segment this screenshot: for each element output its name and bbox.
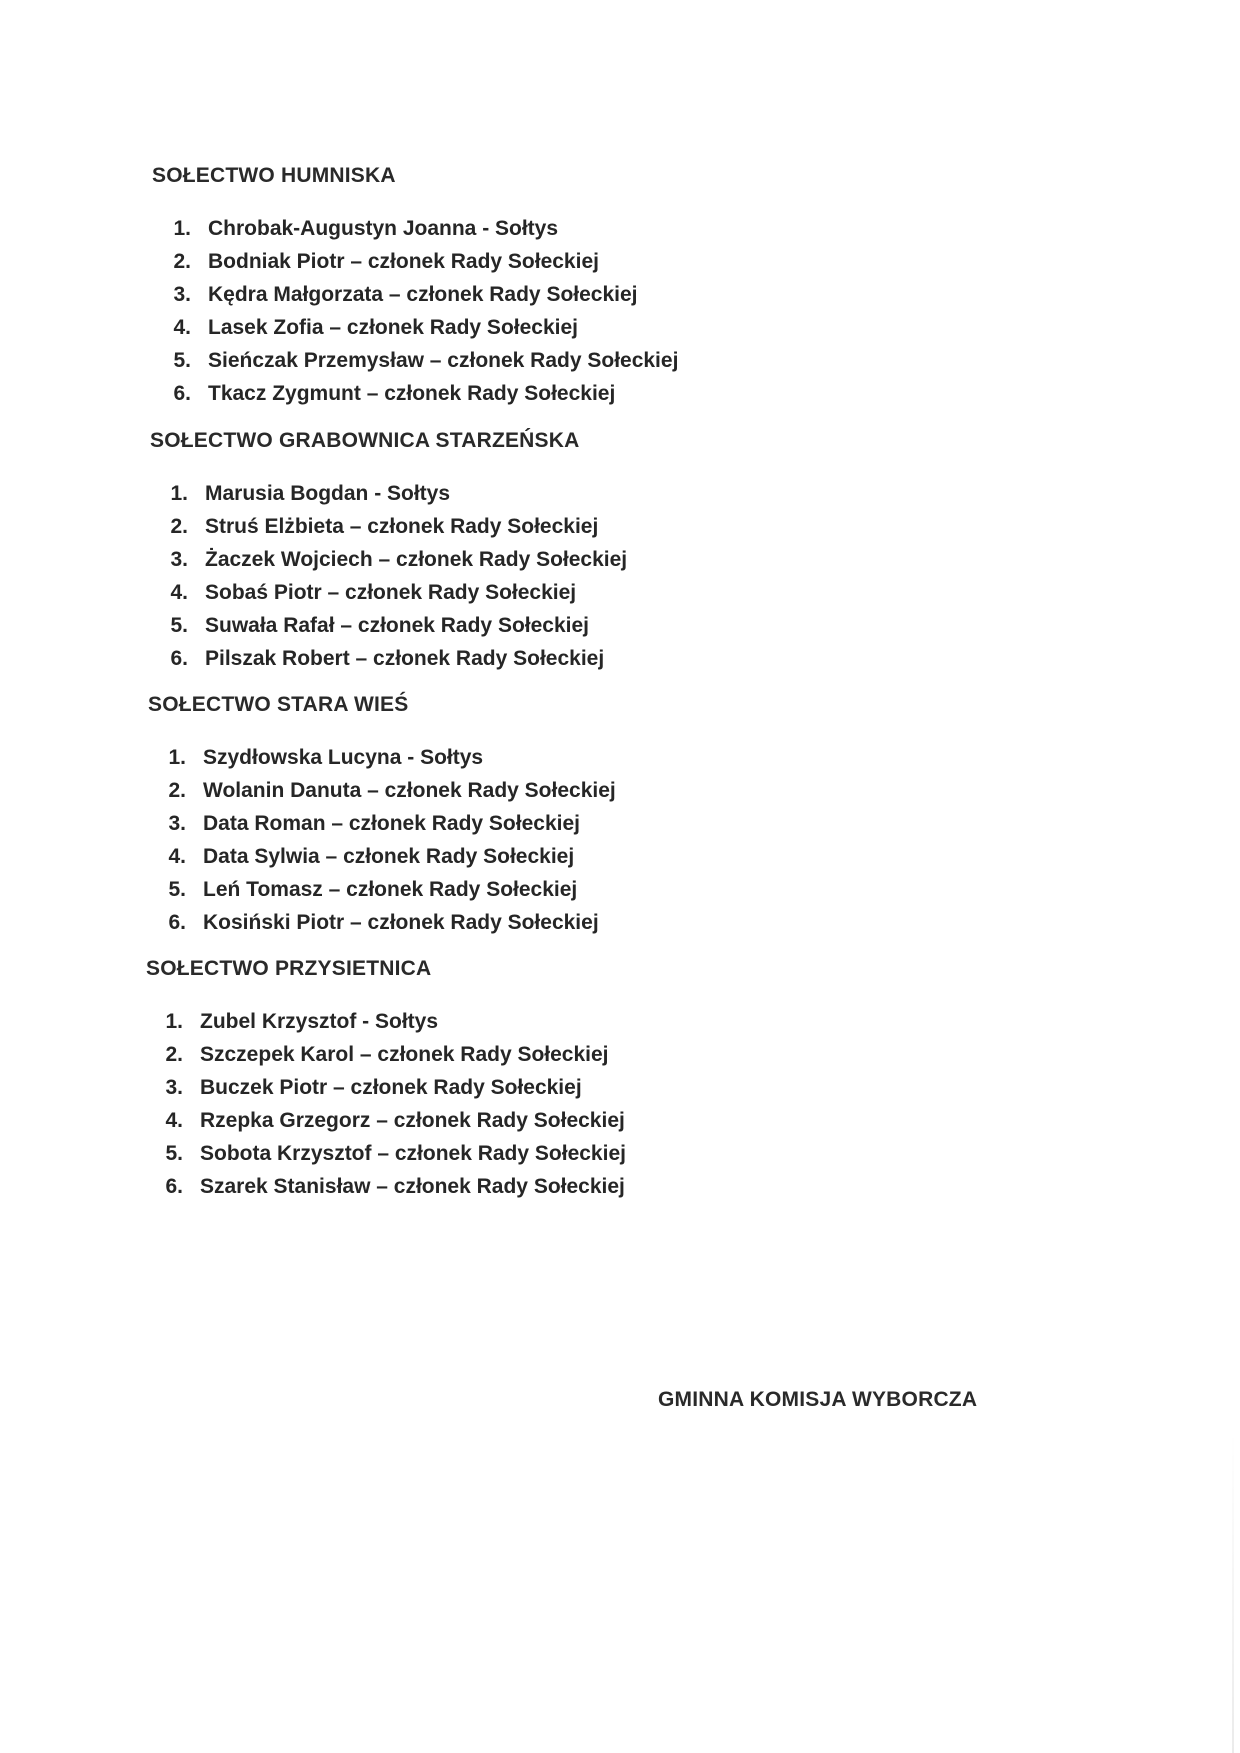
list-number: 4. [170, 581, 188, 604]
list-item [145, 840, 616, 873]
list-item [145, 873, 616, 906]
list-item [150, 344, 678, 377]
member-name: Struś Elżbieta – członek Rady Sołeckiej [205, 515, 599, 538]
list-item [145, 906, 616, 939]
list-item [147, 576, 627, 609]
list-number: 5. [165, 1142, 183, 1165]
section-title: SOŁECTWO PRZYSIETNICA [146, 957, 432, 980]
member-name: Szczepek Karol – członek Rady Sołeckiej [200, 1043, 609, 1066]
list-item [142, 1137, 626, 1170]
section-przysietnica [146, 956, 846, 1198]
list-item [150, 311, 678, 344]
list-item [147, 642, 627, 675]
list-item [142, 1170, 626, 1203]
section-humniska [152, 163, 852, 405]
list-number: 1. [165, 1010, 183, 1033]
member-name: Wolanin Danuta – członek Rady Sołeckiej [203, 779, 616, 802]
list-item [142, 1038, 626, 1071]
list-number: 2. [165, 1043, 183, 1066]
list-number: 6. [170, 647, 188, 670]
list-number: 3. [165, 1076, 183, 1099]
member-name: Rzepka Grzegorz – członek Rady Sołeckiej [200, 1109, 625, 1132]
member-name: Sieńczak Przemysław – członek Rady Sołeckiej [208, 349, 679, 372]
list-number: 1. [168, 746, 186, 769]
list-item [145, 774, 616, 807]
list-item [150, 278, 678, 311]
member-name: Sobaś Piotr – członek Rady Sołeckiej [205, 581, 577, 604]
signature-committee: GMINNA KOMISJA WYBORCZA [658, 1388, 978, 1411]
list-item [150, 377, 678, 410]
member-name: Zubel Krzysztof - Sołtys [200, 1010, 439, 1033]
member-name: Leń Tomasz – członek Rady Sołeckiej [203, 878, 578, 901]
list-number: 5. [170, 614, 188, 637]
list-number: 3. [168, 812, 186, 835]
member-name: Kosiński Piotr – członek Rady Sołeckiej [203, 911, 599, 934]
member-name: Buczek Piotr – członek Rady Sołeckiej [200, 1076, 582, 1099]
scan-edge-shadow [1232, 1430, 1234, 1753]
member-list [147, 477, 627, 675]
section-title: SOŁECTWO GRABOWNICA STARZEŃSKA [150, 429, 580, 452]
list-item [147, 543, 627, 576]
member-name: Żaczek Wojciech – członek Rady Sołeckiej [205, 548, 628, 571]
list-item [142, 1005, 626, 1038]
member-name: Suwała Rafał – członek Rady Sołeckiej [205, 614, 589, 637]
member-name: Sobota Krzysztof – członek Rady Sołeckiej [200, 1142, 626, 1165]
list-number: 3. [170, 548, 188, 571]
list-number: 4. [165, 1109, 183, 1132]
member-list [145, 741, 616, 939]
member-name: Pilszak Robert – członek Rady Sołeckiej [205, 647, 605, 670]
list-number: 1. [170, 482, 188, 505]
list-item [142, 1071, 626, 1104]
list-number: 4. [173, 316, 191, 339]
member-name: Bodniak Piotr – członek Rady Sołeckiej [208, 250, 599, 273]
list-item [150, 245, 678, 278]
member-name: Chrobak-Augustyn Joanna - Sołtys [208, 217, 559, 240]
member-name: Data Sylwia – członek Rady Sołeckiej [203, 845, 575, 868]
list-item [145, 807, 616, 840]
member-list [142, 1005, 626, 1203]
member-name: Szydłowska Lucyna - Sołtys [203, 746, 484, 769]
list-number: 2. [168, 779, 186, 802]
list-item [147, 510, 627, 543]
member-name: Data Roman – członek Rady Sołeckiej [203, 812, 580, 835]
section-title: SOŁECTWO HUMNISKA [152, 164, 396, 187]
list-number: 3. [173, 283, 191, 306]
list-number: 6. [168, 911, 186, 934]
list-number: 1. [173, 217, 191, 240]
list-number: 2. [173, 250, 191, 273]
member-name: Marusia Bogdan - Sołtys [205, 482, 451, 505]
member-list [150, 212, 678, 410]
list-item [150, 212, 678, 245]
section-title: SOŁECTWO STARA WIEŚ [148, 693, 409, 716]
member-name: Kędra Małgorzata – członek Rady Sołeckiej [208, 283, 638, 306]
list-number: 2. [170, 515, 188, 538]
list-number: 5. [173, 349, 191, 372]
member-name: Tkacz Zygmunt – członek Rady Sołeckiej [208, 382, 616, 405]
list-number: 6. [173, 382, 191, 405]
list-item [147, 477, 627, 510]
list-number: 6. [165, 1175, 183, 1198]
member-name: Szarek Stanisław – członek Rady Sołeckiej [200, 1175, 625, 1198]
list-number: 4. [168, 845, 186, 868]
section-stara-wies [148, 692, 848, 934]
list-item [147, 609, 627, 642]
member-name: Lasek Zofia – członek Rady Sołeckiej [208, 316, 578, 339]
section-grabownica-starzenska [150, 428, 850, 670]
list-item [142, 1104, 626, 1137]
list-number: 5. [168, 878, 186, 901]
list-item [145, 741, 616, 774]
